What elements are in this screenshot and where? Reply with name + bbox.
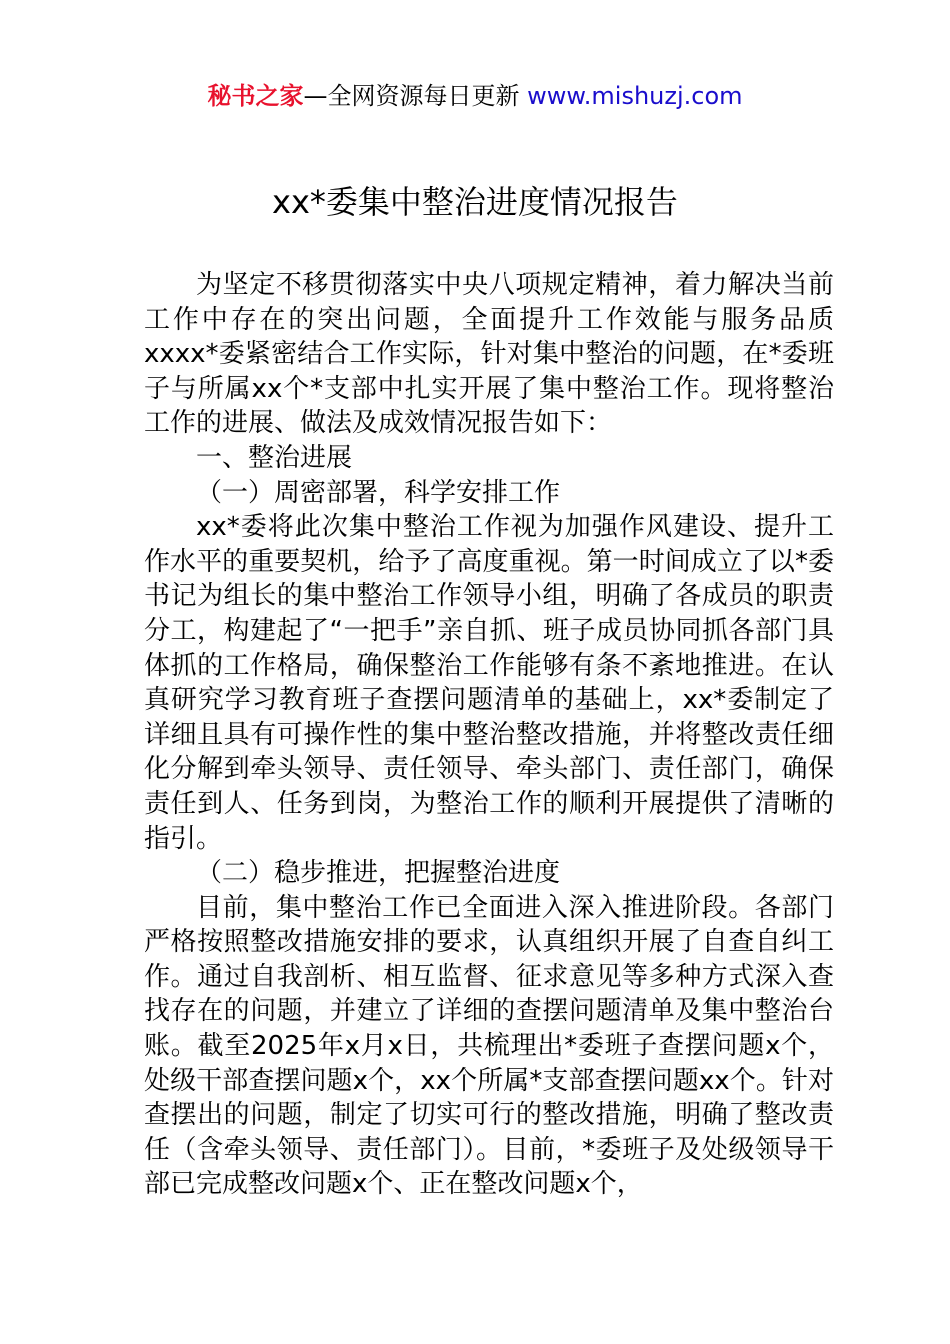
subsection-heading-deployment: （一）周密部署，科学安排工作 xyxy=(196,477,561,508)
document-body xyxy=(144,268,834,1202)
deployment-paragraph: xx*委将此次集中整治工作视为加强作风建设、提升工作水平的重要契机，给予了高度重视。第一时间成立了以*委书记为组长的集中整治工作领导小组，明确了各成员的职责分工，构建起了“一把手”亲自抓、班子成员协同抓各部门具体抓的工作格局，确保整治工作能够有条不紊地推进。在认真研究学习教育班子查摆问题清单的基础上，xx*委制定了详细且具有可操作性的集中整治整改措施，并将整改责任细化分解到牵头领导、责任领导、牵头部门、责任部门，确保责任到人、任务到岗，为整治工作的顺利开展提供了清晰的指引。 xyxy=(144,512,834,854)
subsection-heading-advancement: （二）稳步推进，把握整治进度 xyxy=(196,858,561,889)
intro-paragraph: 为坚定不移贯彻落实中央八项规定精神，着力解决当前工作中存在的突出问题，全面提升工作效能与服务品质xxxx*委紧密结合工作实际，针对集中整治的问题，在*委班子与所属xx个*支部中扎实开展了集中整治工作。现将整治工作的进展、做法及成效情况报告如下： xyxy=(144,270,834,439)
advancement-paragraph: 目前，集中整治工作已全面进入深入推进阶段。各部门严格按照整改措施安排的要求，认真组织开展了自查自纠工作。通过自我剖析、相互监督、征求意见等多种方式深入查找存在的问题，并建立了详细的查摆问题清单及集中整治台账。截至2025年x月x日，共梳理出*委班子查摆问题x个，处级干部查摆问题x个，xx个所属*支部查摆问题xx个。针对查摆出的问题，制定了切实可行的整改措施，明确了整改责任（含牵头领导、责任部门）。目前，*委班子及处级领导干部已完成整改问题x个、正在整改问题x个， xyxy=(144,892,834,1200)
document-title: xx*委集中整治进度情况报告 xyxy=(272,183,678,221)
site-tagline: —全网资源每日更新 xyxy=(303,82,528,110)
site-header xyxy=(0,80,950,112)
site-url-link[interactable]: www.mishuzj.com xyxy=(527,82,743,110)
site-brand: 秘书之家 xyxy=(207,82,304,110)
section-heading-progress: 一、整治进展 xyxy=(196,442,353,473)
